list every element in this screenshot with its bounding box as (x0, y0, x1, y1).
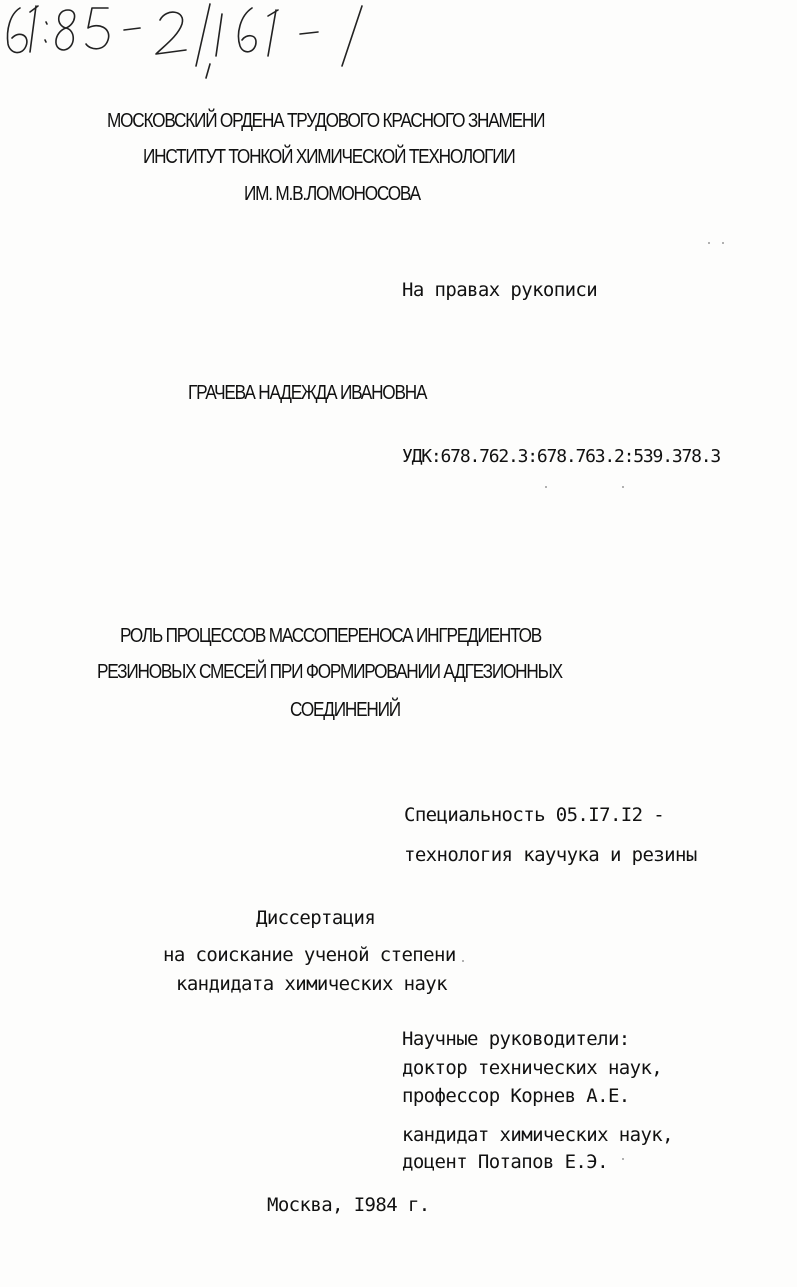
scan-speck (545, 486, 547, 488)
supervisor-2-name: доцент Потапов Е.Э. (402, 1151, 608, 1173)
institution-line-1: МОСКОВСКИЙ ОРДЕНА ТРУДОВОГО КРАСНОГО ЗНАМЕНИ (107, 110, 545, 132)
scan-speck (708, 242, 710, 244)
institution-line-2: ИНСТИТУТ ТОНКОЙ ХИМИЧЕСКОЙ ТЕХНОЛОГИИ (143, 146, 515, 168)
scan-speck (462, 960, 464, 962)
dissertation-degree-line-2: кандидата химических наук (176, 973, 447, 995)
supervisor-1-name: профессор Корнев А.Е. (402, 1085, 630, 1107)
institution-line-3: ИМ. М.В.ЛОМОНОСОВА (244, 183, 420, 205)
place-and-year: Москва, I984 г. (267, 1194, 430, 1216)
scan-speck (622, 1158, 624, 1160)
specialty-line-2: технология каучука и резины (404, 844, 697, 866)
scan-speck (722, 242, 724, 244)
title-line-1: РОЛЬ ПРОЦЕССОВ МАССОПЕРЕНОСА ИНГРЕДИЕНТОВ (120, 625, 542, 647)
dissertation-heading: Диссертация (256, 907, 376, 929)
title-line-2: РЕЗИНОВЫХ СМЕСЕЙ ПРИ ФОРМИРОВАНИИ АДГЕЗИОННЫХ (97, 661, 562, 683)
title-line-3: СОЕДИНЕНИЙ (290, 699, 400, 721)
dissertation-degree-line-1: на соискание ученой степени (163, 944, 456, 966)
supervisor-2-degree: кандидат химических наук, (402, 1124, 673, 1146)
handwritten-archive-code (0, 0, 400, 80)
scan-speck (622, 486, 624, 488)
author-name: ГРАЧЕВА НАДЕЖДА ИВАНОВНА (188, 382, 427, 404)
udk-code: УДК:678.762.3:678.763.2:539.378.3 (402, 446, 721, 467)
manuscript-note: На правах рукописи (402, 279, 598, 301)
specialty-line-1: Специальность 05.I7.I2 - (404, 804, 665, 826)
supervisors-heading: Научные руководители: (402, 1028, 630, 1050)
supervisor-1-degree: доктор технических наук, (402, 1057, 663, 1079)
